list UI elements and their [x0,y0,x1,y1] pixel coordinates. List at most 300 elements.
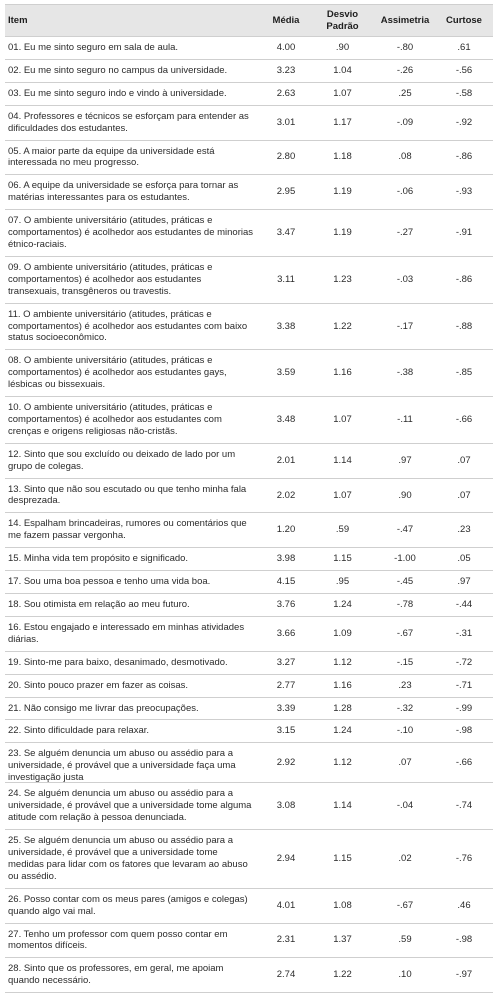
assimetria-cell [375,594,435,617]
item-cell [5,697,262,720]
curtose-value: -.66 [455,756,473,768]
item-cell [5,175,262,210]
item-text: 26. Posso contar com os meus pares (amigos e colegas) quando algo vai mal. [8,893,248,917]
item-text: 12. Sinto que sou excluído ou deixado de lado por um grupo de colegas. [8,448,236,472]
item-cell [5,888,262,923]
desvio-padrao-cell [310,175,375,210]
assimetria-cell [375,210,435,257]
table-row [5,571,493,594]
curtose-cell [435,256,493,303]
curtose-value: -.92 [455,116,473,128]
assimetria-cell [375,548,435,571]
statistics-table [5,4,493,993]
media-cell [262,513,310,548]
media-cell [262,443,310,478]
assimetria-value: -.45 [396,576,414,588]
item-cell [5,513,262,548]
item-text: 19. Sinto-me para baixo, desanimado, desmotivado. [8,656,228,668]
curtose-cell [435,82,493,105]
item-cell [5,571,262,594]
media-value: 4.00 [276,42,296,53]
table-row [5,478,493,513]
curtose-cell [435,830,493,889]
media-value: 3.59 [276,367,296,379]
item-text: 20. Sinto pouco prazer em fazer as coisas. [8,679,189,691]
table-row [5,175,493,210]
assimetria-cell [375,888,435,923]
desvio-padrao-cell [310,513,375,548]
curtose-value: -.91 [455,227,473,239]
curtose-cell [435,397,493,444]
table-row [5,140,493,175]
desvio-padrao-value: 1.18 [333,151,352,163]
item-cell [5,303,262,350]
desvio-padrao-value: 1.12 [333,756,352,768]
curtose-cell [435,594,493,617]
curtose-value: -.56 [455,64,473,76]
media-cell [262,958,310,993]
assimetria-value: .97 [398,454,412,466]
assimetria-value: -.67 [396,627,414,639]
desvio-padrao-cell [310,697,375,720]
media-cell [262,210,310,257]
table-row [5,256,493,303]
curtose-value: .61 [457,42,471,53]
table-row [5,350,493,397]
assimetria-value: -.03 [396,273,414,285]
desvio-padrao-cell [310,37,375,60]
table-row [5,743,493,783]
assimetria-value: .23 [398,679,412,691]
curtose-cell [435,674,493,697]
desvio-padrao-value: 1.22 [333,969,352,981]
media-value: 1.20 [276,524,296,536]
media-value: 3.48 [276,413,296,425]
item-cell [5,256,262,303]
assimetria-cell [375,830,435,889]
media-cell [262,548,310,571]
media-value: 3.38 [276,320,296,332]
media-cell [262,923,310,958]
assimetria-cell [375,616,435,651]
assimetria-value: -.38 [396,367,414,379]
item-text: 24. Se alguém denuncia um abuso ou assédio para a universidade, é provável que a universidade tome alguma atitude com relação à pessoa denunciada. [8,788,252,824]
item-cell [5,830,262,889]
table-row [5,720,493,743]
item-cell [5,443,262,478]
curtose-cell [435,59,493,82]
curtose-value: .97 [457,576,471,588]
assimetria-cell [375,571,435,594]
desvio-padrao-value: 1.28 [333,702,352,714]
media-value: 2.80 [276,151,296,163]
item-cell [5,616,262,651]
assimetria-value: .08 [398,151,412,163]
curtose-cell [435,478,493,513]
curtose-cell [435,350,493,397]
table-row [5,303,493,350]
media-value: 2.94 [276,852,296,864]
desvio-padrao-cell [310,548,375,571]
assimetria-value: -.78 [396,599,414,610]
item-cell [5,743,262,783]
media-value: 2.02 [276,489,296,501]
curtose-value: -.86 [455,273,473,285]
curtose-value: -.31 [455,627,473,639]
media-value: 2.31 [276,934,296,946]
item-text: 07. O ambiente universitário (atitudes, práticas e comportamentos) é acolhedor aos estudantes de minorias étnico-raciais. [8,215,254,250]
item-text: 11. O ambiente universitário (atitudes, práticas e comportamentos) é acolhedor aos estudantes com baixo status socioeconômico. [8,308,248,344]
assimetria-value: -.26 [396,64,414,76]
item-text: 06. A equipe da universidade se esforça para tornar as matérias interessantes para os estudantes. [8,180,239,204]
table-row [5,37,493,60]
curtose-cell [435,783,493,830]
curtose-value: -.98 [455,934,473,946]
table-row [5,105,493,140]
assimetria-value: .25 [398,87,412,99]
assimetria-cell [375,350,435,397]
item-cell [5,37,262,60]
desvio-padrao-cell [310,59,375,82]
media-value: 3.98 [276,553,296,565]
desvio-padrao-cell [310,571,375,594]
desvio-padrao-value: 1.15 [333,553,352,565]
assimetria-value: -.09 [396,116,414,128]
curtose-cell [435,743,493,783]
desvio-padrao-value: 1.08 [333,899,352,911]
desvio-padrao-value: 1.16 [333,367,352,379]
assimetria-value: -.80 [396,42,414,53]
media-value: 3.01 [276,116,296,128]
table-row [5,651,493,674]
media-value: 3.76 [276,599,296,610]
item-cell [5,674,262,697]
desvio-padrao-value: 1.23 [333,273,352,285]
media-value: 3.23 [276,64,296,76]
curtose-value: -.88 [455,320,473,332]
media-cell [262,674,310,697]
curtose-cell [435,443,493,478]
statistics-table-container [5,4,493,993]
media-cell [262,478,310,513]
assimetria-cell [375,105,435,140]
header-assimetria: Assimetria [375,5,435,37]
item-text: 09. O ambiente universitário (atitudes, práticas e comportamentos) é acolhedor aos estudantes transexuais, transgêneros ou travestis. [8,261,213,297]
item-cell [5,350,262,397]
desvio-padrao-value: 1.19 [333,186,352,198]
table-row [5,783,493,830]
assimetria-value: -.11 [397,413,413,425]
header-item: Item [5,5,262,37]
table-row [5,397,493,444]
item-cell [5,958,262,993]
media-cell [262,37,310,60]
item-cell [5,923,262,958]
desvio-padrao-cell [310,303,375,350]
assimetria-cell [375,82,435,105]
media-cell [262,783,310,830]
curtose-value: -.85 [455,367,473,379]
media-value: 2.01 [276,454,296,466]
item-cell [5,140,262,175]
item-cell [5,397,262,444]
desvio-padrao-cell [310,674,375,697]
assimetria-cell [375,59,435,82]
desvio-padrao-value: 1.19 [333,227,352,239]
desvio-padrao-cell [310,210,375,257]
curtose-cell [435,571,493,594]
media-value: 3.27 [276,656,296,668]
assimetria-cell [375,651,435,674]
curtose-cell [435,548,493,571]
media-value: 3.15 [276,725,296,737]
assimetria-value: .10 [398,969,412,981]
curtose-value: -.97 [455,969,473,981]
curtose-value: .23 [457,524,471,536]
curtose-value: .07 [457,489,471,501]
curtose-cell [435,888,493,923]
assimetria-value: -1.00 [394,553,416,565]
curtose-value: -.99 [455,702,473,714]
item-text: 04. Professores e técnicos se esforçam para entender as dificuldades dos estudantes. [8,110,249,134]
table-row [5,923,493,958]
media-value: 2.92 [276,756,296,768]
desvio-padrao-cell [310,923,375,958]
desvio-padrao-value: 1.07 [333,413,352,425]
media-cell [262,888,310,923]
curtose-value: -.66 [455,413,473,425]
desvio-padrao-cell [310,478,375,513]
item-cell [5,783,262,830]
curtose-value: -.74 [455,800,473,812]
curtose-cell [435,105,493,140]
assimetria-cell [375,783,435,830]
assimetria-cell [375,923,435,958]
desvio-padrao-value: 1.24 [333,599,352,610]
table-row [5,697,493,720]
desvio-padrao-cell [310,720,375,743]
assimetria-value: -.10 [396,725,414,737]
table-row [5,443,493,478]
curtose-cell [435,140,493,175]
curtose-value: -.98 [455,725,473,737]
assimetria-cell [375,743,435,783]
curtose-value: .46 [457,899,471,911]
curtose-value: -.58 [455,87,473,99]
curtose-cell [435,651,493,674]
media-cell [262,830,310,889]
media-value: 3.11 [277,273,295,285]
item-text: 05. A maior parte da equipe da universidade está interessada no meu progresso. [8,145,215,169]
media-value: 4.01 [276,899,296,911]
desvio-padrao-value: 1.12 [333,656,352,668]
assimetria-value: -.17 [396,320,414,332]
desvio-padrao-cell [310,443,375,478]
media-cell [262,697,310,720]
curtose-cell [435,616,493,651]
media-cell [262,140,310,175]
curtose-cell [435,513,493,548]
curtose-value: -.44 [455,599,473,610]
item-text: 21. Não consigo me livrar das preocupações. [8,702,199,714]
desvio-padrao-value: 1.09 [333,627,352,639]
curtose-cell [435,37,493,60]
assimetria-cell [375,513,435,548]
desvio-padrao-cell [310,397,375,444]
assimetria-value: -.47 [396,524,414,536]
assimetria-value: -.27 [396,227,414,239]
item-text: 28. Sinto que os professores, em geral, me apoiam quando necessário. [8,963,224,987]
table-row [5,59,493,82]
media-cell [262,594,310,617]
item-text: 17. Sou uma boa pessoa e tenho uma vida boa. [8,576,211,588]
item-text: 14. Espalham brincadeiras, rumores ou comentários que me fazem passar vergonha. [8,518,247,542]
media-cell [262,616,310,651]
media-value: 2.74 [276,969,296,981]
table-row [5,830,493,889]
curtose-cell [435,720,493,743]
curtose-cell [435,303,493,350]
assimetria-cell [375,175,435,210]
table-row [5,548,493,571]
assimetria-cell [375,303,435,350]
assimetria-cell [375,958,435,993]
item-text: 27. Tenho um professor com quem posso contar em momentos difíceis. [8,928,228,952]
assimetria-value: -.06 [396,186,414,198]
desvio-padrao-cell [310,82,375,105]
assimetria-value: .07 [398,756,412,768]
item-cell [5,59,262,82]
desvio-padrao-value: 1.04 [333,64,352,76]
assimetria-value: .59 [398,934,412,946]
item-text: 13. Sinto que não sou escutado ou que tenho minha fala desprezada. [8,483,247,507]
assimetria-cell [375,256,435,303]
media-cell [262,397,310,444]
item-cell [5,594,262,617]
assimetria-value: .02 [398,852,412,864]
media-cell [262,59,310,82]
desvio-padrao-value: 1.16 [333,679,352,691]
media-value: 3.47 [276,227,296,239]
desvio-padrao-value: 1.22 [333,320,352,332]
media-cell [262,256,310,303]
item-cell [5,720,262,743]
desvio-padrao-value: 1.14 [333,800,352,812]
desvio-padrao-value: 1.14 [333,454,352,466]
desvio-padrao-cell [310,594,375,617]
curtose-value: -.71 [455,679,473,691]
media-value: 4.15 [276,576,296,588]
assimetria-cell [375,697,435,720]
desvio-padrao-value: 1.07 [333,87,352,99]
desvio-padrao-cell [310,958,375,993]
header-row [5,5,493,37]
header-curtose: Curtose [435,5,493,37]
assimetria-cell [375,720,435,743]
desvio-padrao-value: 1.24 [333,725,352,737]
curtose-value: -.93 [455,186,473,198]
assimetria-value: -.67 [396,899,414,911]
assimetria-value: .90 [398,489,412,501]
media-value: 3.39 [276,702,296,714]
assimetria-cell [375,37,435,60]
item-cell [5,651,262,674]
desvio-padrao-cell [310,256,375,303]
assimetria-value: -.04 [396,800,414,812]
media-cell [262,651,310,674]
table-header [5,5,493,37]
item-text: 03. Eu me sinto seguro indo e vindo à universidade. [8,87,227,99]
media-value: 3.66 [276,627,296,639]
header-desvio-padrao: Desvio Padrão [310,5,375,37]
desvio-padrao-value: .90 [335,42,350,53]
table-row [5,210,493,257]
assimetria-cell [375,674,435,697]
assimetria-value: -.32 [396,702,414,714]
desvio-padrao-cell [310,350,375,397]
table-row [5,888,493,923]
item-cell [5,478,262,513]
table-body [5,37,493,993]
desvio-padrao-cell [310,140,375,175]
curtose-value: -.72 [455,656,473,668]
media-value: 2.63 [276,87,296,99]
desvio-padrao-value: 1.07 [333,489,352,501]
curtose-cell [435,958,493,993]
assimetria-cell [375,478,435,513]
media-cell [262,720,310,743]
curtose-value: .05 [457,553,471,565]
curtose-value: .07 [457,454,471,466]
desvio-padrao-cell [310,743,375,783]
assimetria-cell [375,140,435,175]
item-text: 25. Se alguém denuncia um abuso ou assédio para a universidade, é provável que a universidade tome medidas para lidar com os fatores que levaram ao abuso ou assédio. [8,835,248,882]
desvio-padrao-cell [310,783,375,830]
media-cell [262,350,310,397]
item-text: 22. Sinto dificuldade para relaxar. [8,725,150,737]
item-text: 23. Se alguém denuncia um abuso ou assédio para a universidade, é provável que a universidade faça uma investigação justa [8,748,236,784]
assimetria-cell [375,443,435,478]
assimetria-cell [375,397,435,444]
desvio-padrao-value: 1.15 [333,852,352,864]
desvio-padrao-cell [310,105,375,140]
media-cell [262,175,310,210]
curtose-cell [435,697,493,720]
curtose-value: -.76 [455,852,473,864]
header-media: Média [262,5,310,37]
item-cell [5,82,262,105]
media-cell [262,105,310,140]
desvio-padrao-value: .95 [335,576,350,588]
media-cell [262,82,310,105]
media-cell [262,743,310,783]
table-row [5,616,493,651]
item-text: 08. O ambiente universitário (atitudes, práticas e comportamentos) é acolhedor aos estudantes gays, lésbicas ou bissexuais. [8,355,227,391]
table-row [5,594,493,617]
curtose-cell [435,175,493,210]
desvio-padrao-cell [310,888,375,923]
desvio-padrao-cell [310,616,375,651]
media-value: 2.77 [276,679,296,691]
table-row [5,82,493,105]
media-value: 3.08 [276,800,296,812]
curtose-cell [435,923,493,958]
item-text: 02. Eu me sinto seguro no campus da universidade. [8,64,228,76]
table-row [5,674,493,697]
item-text: 15. Minha vida tem propósito e significado. [8,553,189,565]
desvio-padrao-cell [310,651,375,674]
table-row [5,958,493,993]
